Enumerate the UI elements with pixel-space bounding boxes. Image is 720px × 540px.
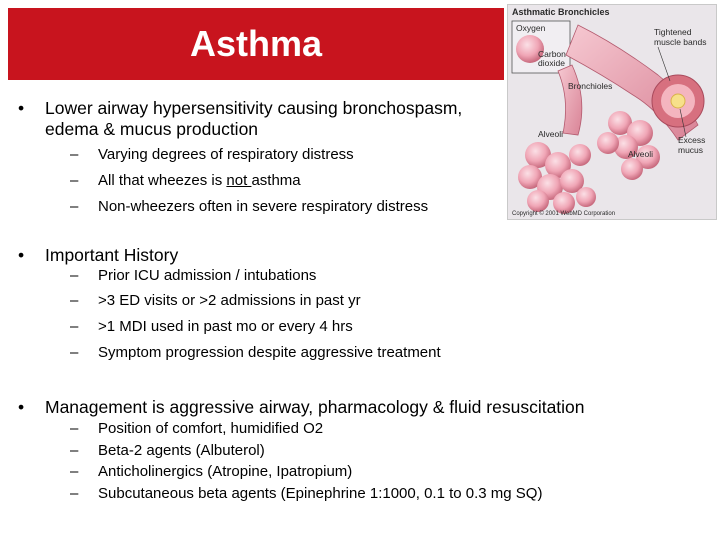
label-bronchioles: Bronchioles bbox=[568, 81, 613, 91]
history-heading: Important History bbox=[45, 245, 179, 265]
bullet-dot: • bbox=[18, 397, 25, 417]
label-oxygen: Oxygen bbox=[516, 23, 546, 33]
mucus-plug bbox=[671, 94, 685, 108]
label-tightened: Tightened bbox=[654, 27, 692, 37]
diagram-title: Asthmatic Bronchicles bbox=[512, 7, 610, 17]
sub-item-text: Symptom progression despite aggressive treatment bbox=[98, 344, 441, 361]
label-dioxide: dioxide bbox=[538, 58, 565, 68]
sub-item-text: >3 ED visits or >2 admissions in past yr bbox=[98, 292, 361, 309]
sub-item-text: Prior ICU admission / intubations bbox=[98, 267, 317, 284]
label-muscle-bands: muscle bands bbox=[654, 37, 707, 47]
definition-line-1: Lower airway hypersensitivity causing bronchospasm, bbox=[45, 98, 463, 118]
dash-marker: – bbox=[70, 442, 79, 459]
dash-marker: – bbox=[70, 292, 79, 309]
sub-item-text: Non-wheezers often in severe respiratory distress bbox=[98, 198, 429, 215]
dash-marker: – bbox=[70, 198, 79, 215]
dash-marker: – bbox=[70, 318, 79, 335]
title-banner bbox=[8, 8, 504, 80]
sub-item-text: Position of comfort, humidified O2 bbox=[98, 420, 324, 437]
label-mucus: mucus bbox=[678, 145, 704, 155]
bronchioles-illustration bbox=[508, 5, 716, 219]
management-heading: Management is aggressive airway, pharmacology & fluid resuscitation bbox=[45, 397, 585, 417]
dash-marker: – bbox=[70, 267, 79, 284]
sub-item-text-end: asthma bbox=[251, 172, 301, 189]
sub-item-text: Subcutaneous beta agents (Epinephrine 1:1000, 0.1 to 0.3 mg SQ) bbox=[98, 485, 543, 502]
dash-marker: – bbox=[70, 146, 79, 163]
diagram-copyright: Copyright © 2001 WebMD Corporation bbox=[512, 211, 616, 217]
label-alveoli-right: Alveoli bbox=[628, 149, 654, 159]
asthmatic-bronchioles-diagram bbox=[507, 4, 717, 220]
label-alveoli-left: Alveoli bbox=[538, 129, 564, 139]
sub-item-text: >1 MDI used in past mo or every 4 hrs bbox=[98, 318, 353, 335]
label-excess: Excess bbox=[678, 135, 706, 145]
dash-marker: – bbox=[70, 420, 79, 437]
sub-item-text: Beta-2 agents (Albuterol) bbox=[98, 442, 265, 459]
dash-marker: – bbox=[70, 485, 79, 502]
bullet-dot: • bbox=[18, 98, 25, 118]
underlined-not: not bbox=[226, 172, 252, 189]
dash-marker: – bbox=[70, 463, 79, 480]
sub-item-text: Varying degrees of respiratory distress bbox=[98, 146, 354, 163]
dash-marker: – bbox=[70, 344, 79, 361]
definition-line-2: edema & mucus production bbox=[45, 119, 259, 139]
sub-item-text: Anticholinergics (Atropine, Ipatropium) bbox=[98, 463, 353, 480]
label-carbon: Carbon bbox=[538, 49, 566, 59]
sub-item-text: All that wheezes is bbox=[98, 172, 227, 189]
bullet-dot: • bbox=[18, 245, 25, 265]
dash-marker: – bbox=[70, 172, 79, 189]
slide-title: Asthma bbox=[189, 23, 323, 64]
